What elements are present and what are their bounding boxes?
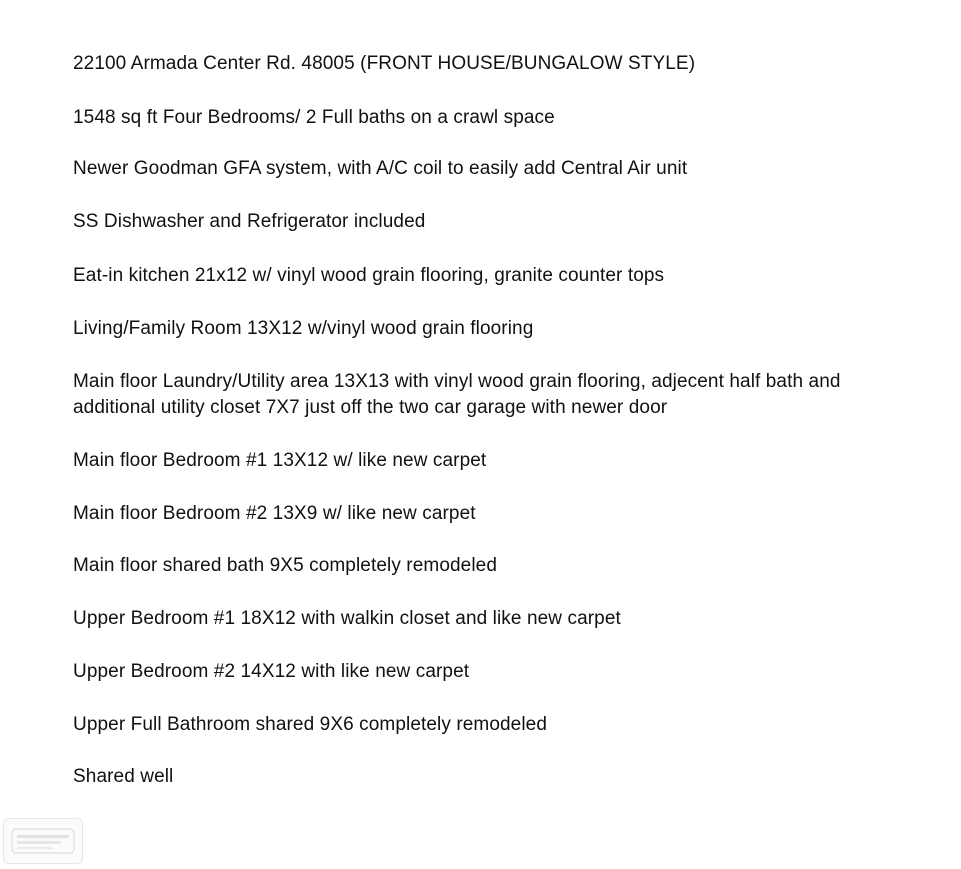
hvac-line: Newer Goodman GFA system, with A/C coil to easily add Central Air unit (73, 158, 688, 179)
main-bedroom-2-line: Main floor Bedroom #2 13X9 w/ like new carpet (73, 503, 476, 524)
upper-bath-line: Upper Full Bathroom shared 9X6 completely remodeled (73, 714, 548, 735)
main-bedroom-1-line: Main floor Bedroom #1 13X12 w/ like new carpet (73, 450, 487, 471)
main-bath-line: Main floor shared bath 9X5 completely remodeled (73, 555, 497, 576)
appliances-line: SS Dishwasher and Refrigerator included (73, 211, 426, 232)
upper-bedroom-1-line: Upper Bedroom #1 18X12 with walkin closet and like new carpet (73, 608, 621, 629)
upper-bedroom-2-line: Upper Bedroom #2 14X12 with like new carpet (73, 661, 470, 682)
kitchen-line: Eat-in kitchen 21x12 w/ vinyl wood grain flooring, granite counter tops (73, 265, 665, 286)
size-line: 1548 sq ft Four Bedrooms/ 2 Full baths on a crawl space (73, 107, 555, 128)
laundry-line: Main floor Laundry/Utility area 13X13 with vinyl wood grain flooring, adjecent half bath and additional utility closet 7X7 just off the two car garage with newer door (73, 371, 841, 418)
well-line: Shared well (73, 766, 174, 787)
living-room-line: Living/Family Room 13X12 w/vinyl wood grain flooring (73, 318, 534, 339)
address-line: 22100 Armada Center Rd. 48005 (FRONT HOUSE/BUNGALOW STYLE) (73, 53, 696, 74)
faint-stamp-logo-icon (3, 818, 83, 864)
